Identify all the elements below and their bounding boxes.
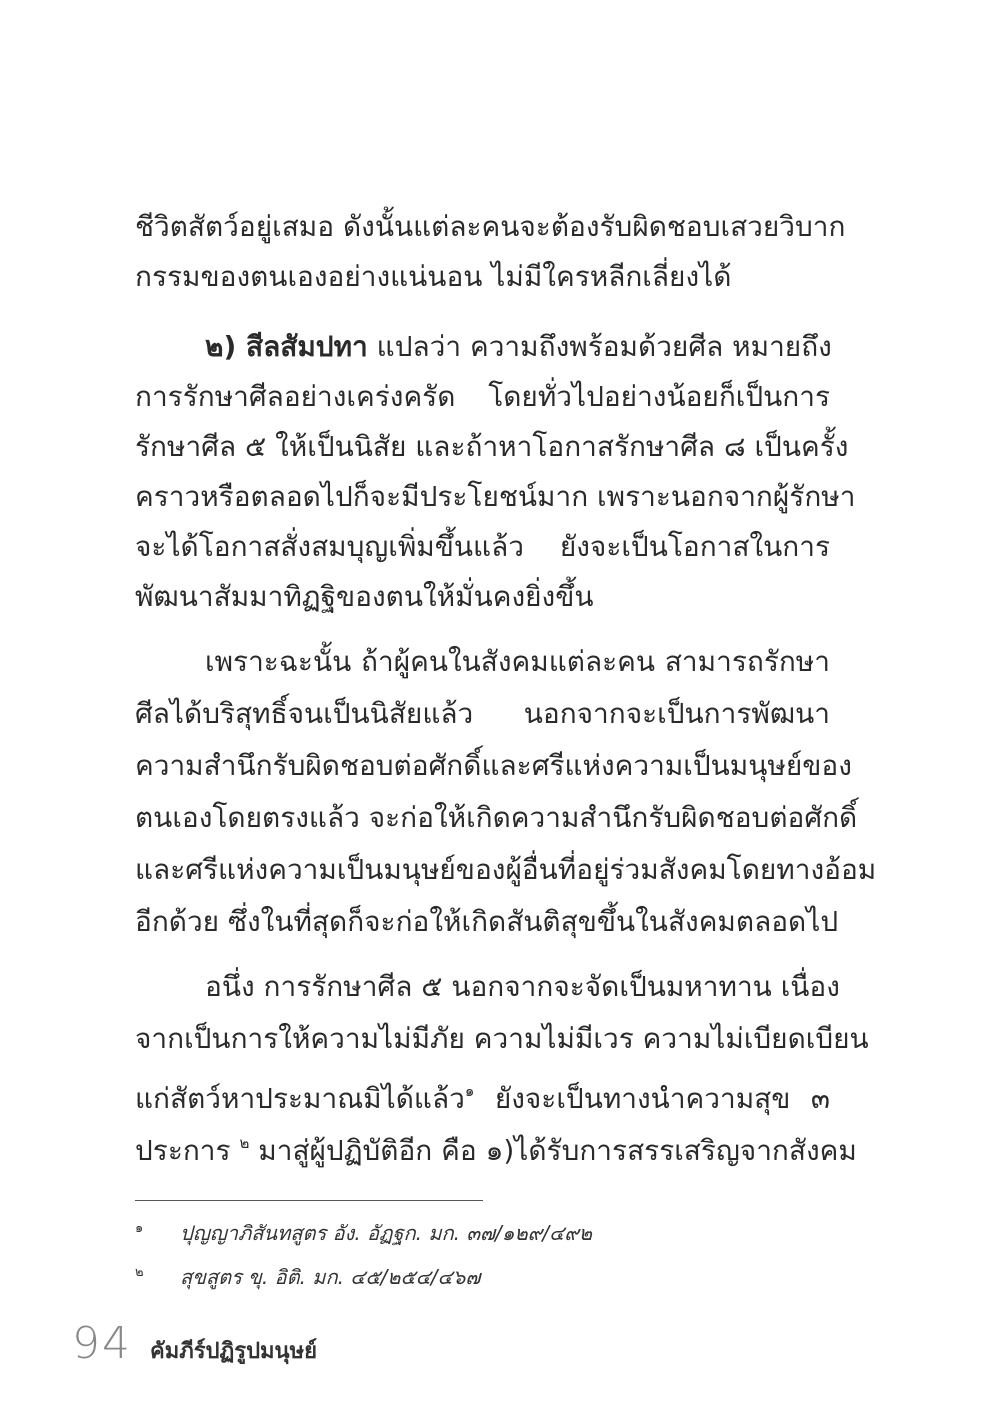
footnote-text: สุขสูตร ขุ. อิติ. มก. ๔๕/๒๕๔/๔๖๗	[180, 1265, 481, 1289]
body-line: ชีวิตสัตว์อยู่เสมอ ดังนั้นแต่ละคนจะต้องรับผิดชอบเสวยวิบาก	[135, 210, 846, 243]
body-line: พัฒนาสัมมาทิฏฐิของตนให้มั่นคงยิ่งขึ้น	[135, 580, 594, 613]
body-line	[135, 1121, 857, 1173]
body-line: ศีลได้บริสุทธิ์จนเป็นนิสัยแล้ว นอกจากจะเป็นการพัฒนา	[135, 697, 830, 730]
footnote-mark: ๑	[135, 1221, 144, 1236]
body-line: เพราะฉะนั้น ถ้าผู้คนในสังคมแต่ละคน สามารถรักษา	[205, 645, 830, 678]
body-text: ยังจะเป็นทางนำความสุข ๓	[474, 1082, 830, 1115]
footnote-reference[interactable]: ๒	[239, 1134, 250, 1152]
paragraph-heading-line	[205, 325, 830, 369]
body-text: มาสู่ผู้ปฏิบัติอีก คือ ๑)ได้รับการสรรเสริญจากสังคม	[249, 1134, 857, 1167]
book-title: คัมภีร์ปฏิรูปมนุษย์	[150, 1339, 317, 1364]
body-line: ความสำนึกรับผิดชอบต่อศักดิ์และศรีแห่งความเป็นมนุษย์ของ	[135, 749, 852, 782]
body-line: จะได้โอกาสสั่งสมบุญเพิ่มขึ้นแล้ว ยังจะเป็นโอกาสในการ	[135, 530, 830, 563]
body-line: ตนเองโดยตรงแล้ว จะก่อให้เกิดความสำนึกรับผิดชอบต่อศักดิ์	[135, 801, 858, 834]
page-number: 94	[72, 1318, 132, 1369]
body-line: กรรมของตนเองอย่างแน่นอน ไม่มีใครหลีกเลี่ยงได้	[135, 260, 732, 293]
body-line: อนึ่ง การรักษาศีล ๕ นอกจากจะจัดเป็นมหาทาน เนื่อง	[205, 970, 840, 1003]
body-line: การรักษาศีลอย่างเคร่งครัด โดยทั่วไปอย่างน้อยก็เป็นการ	[135, 380, 830, 413]
body-text: แก่สัตว์หาประมาณมิได้แล้ว	[135, 1082, 465, 1115]
body-line	[135, 1069, 830, 1121]
body-text: ประการ	[135, 1134, 240, 1167]
body-line: และศรีแห่งความเป็นมนุษย์ของผู้อื่นที่อยู่ร่วมสังคมโดยทางอ้อม	[135, 853, 877, 886]
footnote-mark: ๒	[135, 1265, 144, 1280]
page-footer	[72, 1318, 317, 1378]
body-line: คราวหรือตลอดไปก็จะมีประโยชน์มาก เพราะนอกจากผู้รักษา	[135, 480, 856, 513]
section-heading: ๒) สีลสัมปทา	[205, 330, 368, 363]
footnote-reference[interactable]: ๑	[464, 1082, 475, 1100]
footnote-text: ปุญญาภิสันทสูตร อัง. อัฏฐก. มก. ๓๗/๑๒๙/๔๙๒	[180, 1221, 593, 1245]
body-line: อีกด้วย ซึ่งในที่สุดก็จะก่อให้เกิดสันติสุขขึ้นในสังคมตลอดไป	[135, 905, 839, 938]
footnote-divider	[135, 1200, 483, 1201]
body-line: จากเป็นการให้ความไม่มีภัย ความไม่มีเวร ความไม่เบียดเบียน	[135, 1022, 869, 1055]
body-text: แปลว่า ความถึงพร้อมด้วยศีล หมายถึง	[376, 330, 832, 363]
body-line: รักษาศีล ๕ ให้เป็นนิสัย และถ้าหาโอกาสรักษาศีล ๘ เป็นครั้ง	[135, 430, 849, 463]
